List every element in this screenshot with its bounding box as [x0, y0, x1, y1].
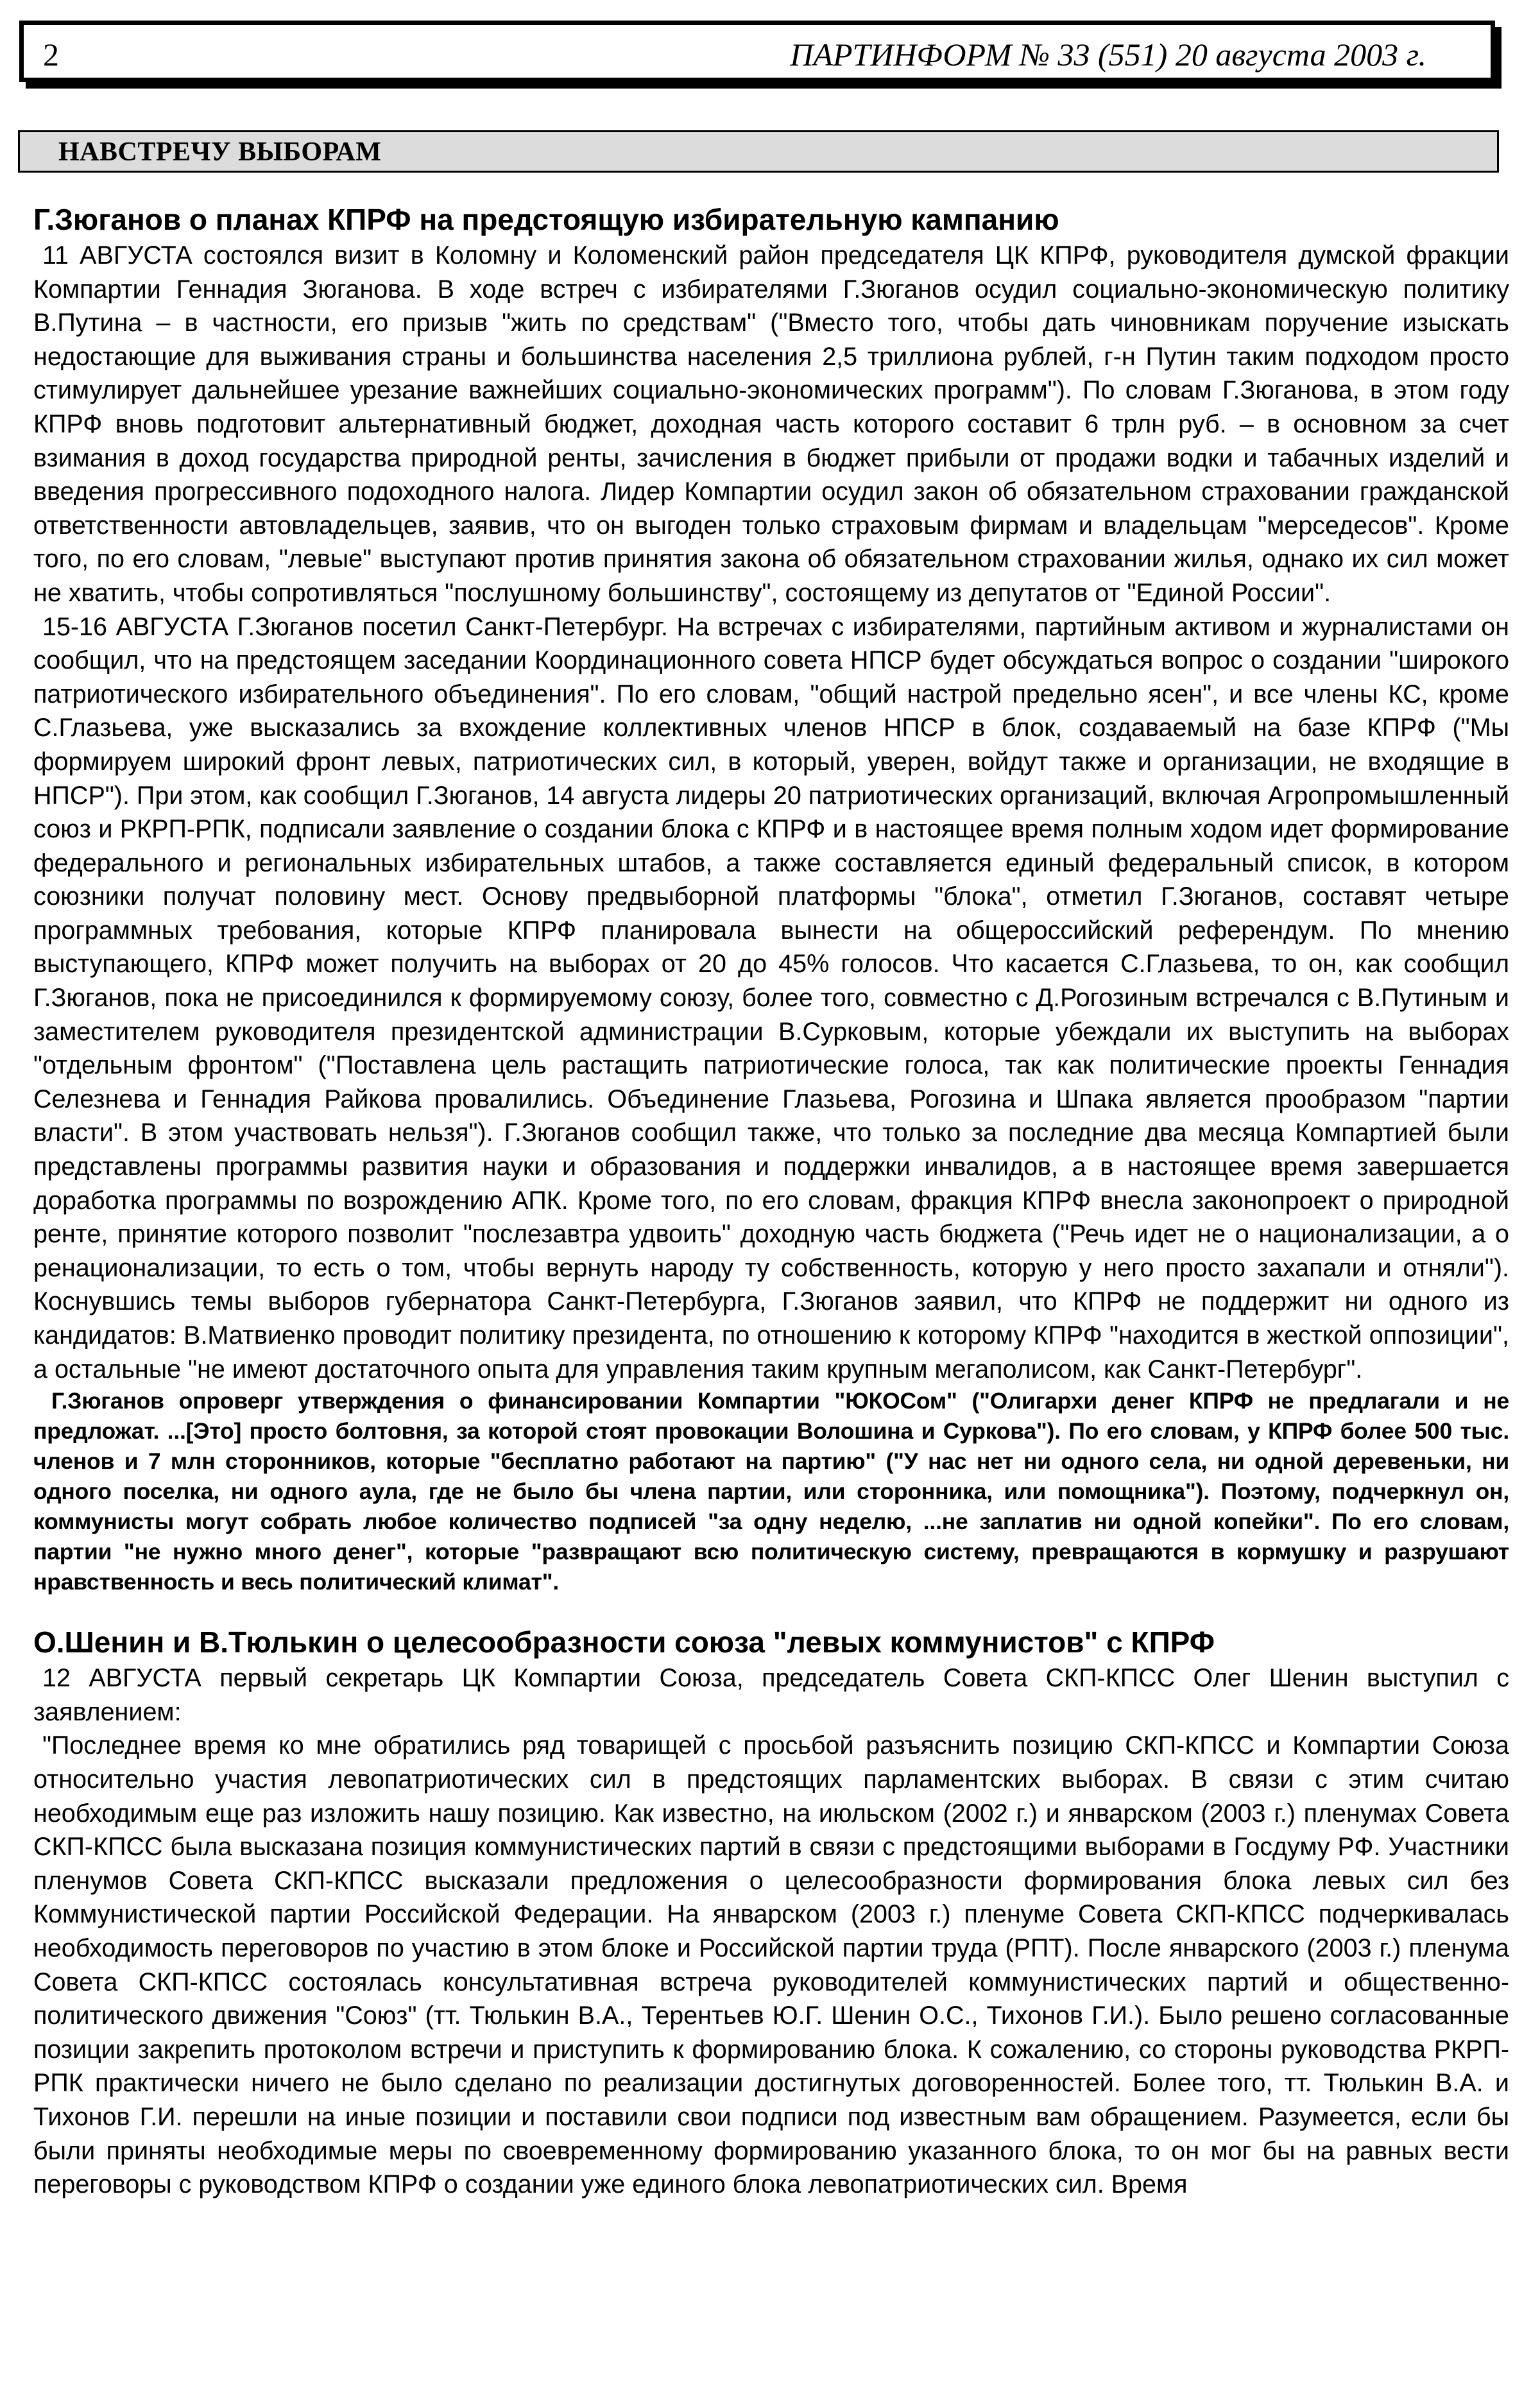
article-paragraph: 12 АВГУСТА первый секретарь ЦК Компартии Союза, председатель Совета СКП-КПСС Олег Шенин выступил с заявлением:: [33, 1664, 1509, 1726]
page-number: 2: [43, 37, 59, 73]
section-title: НАВСТРЕЧУ ВЫБОРАМ: [58, 137, 382, 167]
article-paragraph: 15-16 АВГУСТА Г.Зюганов посетил Санкт-Петербург. На встречах с избирателями, партийным активом и журналистами он сообщил, что на предстоящем заседании Координационного совета НПСР будет обсуждаться вопрос о создании "широкого патриотического избирательного объединения". По его словам, "общий настрой предельно ясен", и все члены КС, кроме С.Глазьева, уже высказались за вхождение коллективных членов НПСР в блок, создаваемый на базе КПРФ ("Мы формируем широкий фронт левых, патриотических сил, в который, уверен, войдут также и организации, не входящие в НПСР"). При этом, как сообщил Г.Зюганов, 14 августа лидеры 20 патриотических организаций, включая Агропромышленный союз и РКРП-РПК, подписали заявление о создании блока с КПРФ и в настоящее время полным ходом идет формирование федерального и региональных избирательных штабов, а также составляется единый федеральный список, в котором союзники получат половину мест. Основу предвыборной платформы "блока", отметил Г.Зюганов, составят четыре программных требования, которые КПРФ планировала вынести на общероссийский референдум. По мнению выступающего, КПРФ может получить на выборах от 20 до 45% голосов. Что касается С.Глазьева, то он, как сообщил Г.Зюганов, пока не присоединился к формируемому союзу, более того, совместно с Д.Рогозиным встречался с В.Путиным и заместителем руководителя президентской администрации В.Сурковым, которые убеждали их выступить на выборах "отдельным фронтом" ("Поставлена цель растащить патриотические голоса, так как политические проекты Геннадия Селезнева и Геннадия Райкова провалились. Объединение Глазьева, Рогозина и Шпака является прообразом "партии власти". В этом участвовать нельзя"). Г.Зюганов сообщил также, что только за последние два месяца Компартией были представлены программы развития науки и образования и поддержки инвалидов, а в настоящее время завершается доработка программы по возрождению АПК. Кроме того, по его словам, фракция КПРФ внесла законопроект о природной ренте, принятие которого позволит "послезавтра удвоить" доходную часть бюджета ("Речь идет не о национализации, а о ренационализации, то есть о том, чтобы вернуть народу ту собственность, которую у него просто захапали и отняли"). Коснувшись темы выборов губернатора Санкт-Петербурга, Г.Зюганов заявил, что КПРФ не поддержит ни одного из кандидатов: В.Матвиенко проводит политику президента, по отношению к которому КПРФ "находится в жесткой оппозиции", а остальные "не имеют достаточного опыта для управления таким крупным мегаполисом, как Санкт-Петербург".: [33, 612, 1509, 1384]
article-bold-paragraph: Г.Зюганов опроверг утверждения о финансировании Компартии "ЮКОСом" ("Олигархи денег КПРФ не предлагали и не предложат. ...[Это] просто болтовня, за которой стоят провокации Волошина и Суркова"). По его словам, у КПРФ более 500 тыс. членов и 7 млн сторонников, которые "бесплатно работают на партию" ("У нас нет ни одного села, ни одной деревеньки, ни одного поселка, ни одного аула, где не было бы члена партии, или сторонника, или помощника"). Поэтому, подчеркнул он, коммунисты могут собрать любое количество подписей "за одну неделю, ...не заплатив ни одной копейки". По его словам, партии "не нужно много денег", которые "развращают всю политическую систему, превращаются в кормушку и разрушают нравственность и весь политический климат".: [33, 1388, 1509, 1595]
article-zyuganov: [33, 200, 1509, 1597]
article-shenin-tyulkin: [33, 1623, 1509, 2202]
section-banner: [18, 130, 1499, 173]
issue-line: ПАРТИНФОРМ № 33 (551) 20 августа 2003 г.: [790, 37, 1426, 73]
article-paragraph: 11 АВГУСТА состоялся визит в Коломну и Коломенский район председателя ЦК КПРФ, руководителя думской фракции Компартии Геннадия Зюганова. В ходе встреч с избирателями Г.Зюганов осудил социально-экономическую политику В.Путина – в частности, его призыв "жить по средствам" ("Вместо того, чтобы дать чиновникам поручение изыскать недостающие для выживания страны и большинства населения 2,5 триллиона рублей, г-н Путин таким подходом просто стимулирует дальнейшее урезание важнейших социально-экономических программ"). По словам Г.Зюганова, в этом году КПРФ вновь подготовит альтернативный бюджет, доходная часть которого составит 6 трлн руб. – в основном за счет взимания в доход государства природной ренты, зачисления в бюджет прибыли от продажи водки и табачных изделий и введения прогрессивного подоходного налога. Лидер Компартии осудил закон об обязательном страховании гражданской ответственности автовладельцев, заявив, что он выгоден только страховым фирмам и владельцам "мерседесов". Кроме того, по его словам, "левые" выступают против принятия закона об обязательном страховании жилья, однако их сил может не хватить, чтобы сопротивляться "послушному большинству", состоящему из депутатов от "Единой России".: [33, 241, 1509, 607]
article-paragraph: "Последнее время ко мне обратились ряд товарищей с просьбой разъяснить позицию СКП-КПСС и Компартии Союза относительно участия левопатриотических сил в предстоящих парламентских выборах. В связи с этим считаю необходимым еще раз изложить нашу позицию. Как известно, на июльском (2002 г.) и январском (2003 г.) пленумах Совета СКП-КПСС была высказана позиция коммунистических партий в связи с предстоящими выборами в Госдуму РФ. Участники пленумов Совета СКП-КПСС высказали предложения о целесообразности формирования блока левых сил без Коммунистической партии Российской Федерации. На январском (2003 г.) пленуме Совета СКП-КПСС подчеркивалась необходимость переговоров по участию в этом блоке и Российской партии труда (РПТ). После январского (2003 г.) пленума Совета СКП-КПСС состоялась консультативная встреча руководителей коммунистических партий и общественно-политического движения "Союз" (тт. Тюлькин В.А., Терентьев Ю.Г. Шенин О.С., Тихонов Г.И.). Было решено согласованные позиции закрепить протоколом встречи и приступить к формированию блока. К сожалению, со стороны руководства РКРП-РПК практически ничего не было сделано по реализации достигнутых договоренностей. Более того, тт. Тюлькин В.А. и Тихонов Г.И. перешли на иные позиции и поставили свои подписи под известным вам обращением. Разумеется, если бы были приняты необходимые меры по своевременному формированию указанного блока, то он мог бы на равных вести переговоры с руководством КПРФ о создании уже единого блока левопатриотических сил. Время: [33, 1731, 1509, 2199]
page-content: [33, 200, 1509, 2202]
article-title: О.Шенин и В.Тюлькин о целесообразности союза "левых коммунистов" с КПРФ: [33, 1625, 1215, 1659]
article-title: Г.Зюганов о планах КПРФ на предстоящую избирательную кампанию: [33, 203, 1059, 236]
page-header: [19, 21, 1495, 82]
